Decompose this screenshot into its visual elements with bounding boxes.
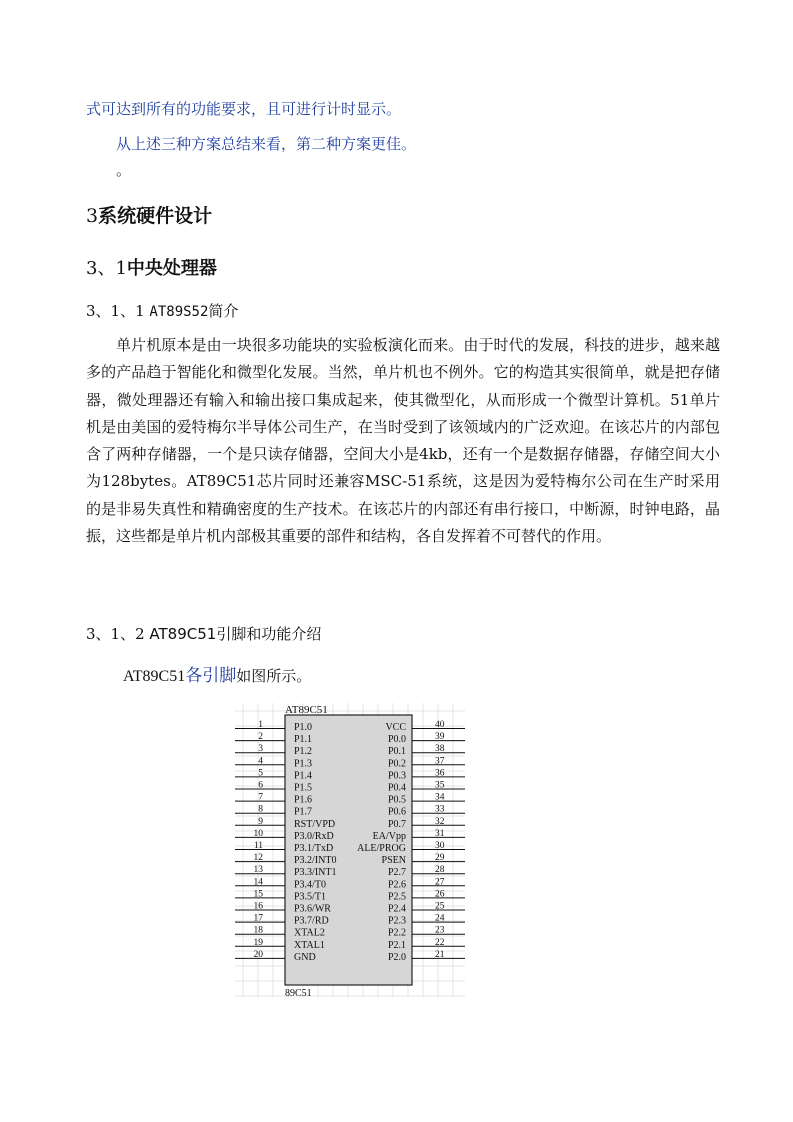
pin-name-left: RST/VPD [294,818,336,830]
pin-number-right: 21 [435,949,445,960]
pin-name-right: P0.6 [387,806,406,818]
pin-name-left: P3.4/T0 [294,879,326,891]
pin-number-right: 37 [435,756,445,767]
pin-name-right: P0.5 [387,794,406,806]
pin-name-right: P0.1 [387,746,406,758]
pin-name-left: P3.3/INT1 [294,867,337,879]
section-3-1-1-title: 简介 [208,302,239,320]
pin-number-right: 34 [435,792,445,803]
pin-number-left: 11 [253,841,263,851]
chip-pinout-diagram [235,703,465,998]
pin-number-left: 18 [253,925,263,936]
pin-name-right: P2.0 [387,951,406,963]
pin-number-right: 29 [435,853,445,864]
intro-line-3: 。 [116,161,132,179]
pin-number-left: 20 [253,949,263,960]
pin-name-right: P2.4 [387,903,406,915]
pin-number-right: 23 [435,925,445,936]
pin-name-right: P2.5 [387,891,406,903]
pin-number-left: 10 [253,828,263,839]
pin-number-right: 31 [435,828,445,839]
pin-name-left: P3.2/INT0 [294,855,337,867]
pin-name-right: P0.7 [387,818,406,830]
pin-name-left: P3.5/T1 [294,891,326,903]
pin-number-left: 15 [253,889,263,900]
pin-number-left: 5 [258,768,263,779]
pin-name-left: P1.6 [294,794,313,806]
section-3-1-number: 3、1 [86,258,127,279]
pin-name-right: P2.7 [387,867,406,879]
pin-name-left: P3.0/RxD [294,830,334,842]
pin-number-left: 3 [258,744,263,755]
pin-name-left: P1.0 [294,722,313,733]
caption-pins: 各引脚 [185,666,237,686]
section-3-1-heading [86,257,217,281]
pin-name-right: P2.6 [387,879,406,891]
pin-name-right: VCC [385,722,406,733]
pin-name-left: XTAL1 [294,939,325,951]
section-3-1-2-heading [86,624,321,644]
pin-name-right: ALE/PROG [357,843,406,854]
pin-number-right: 25 [435,901,445,912]
pin-number-right: 30 [435,841,445,851]
section-3-1-1-code: AT89S52 [149,304,209,320]
caption-chip-name: AT89C51 [123,668,186,685]
pin-number-left: 19 [253,937,263,948]
pin-name-right: P2.1 [387,939,406,951]
section-3-1-1-number: 3、1、1 [86,302,150,320]
section-3-heading [86,204,212,228]
section-3-1-2-number: 3、1、2 [86,625,150,643]
pin-number-right: 40 [435,720,445,730]
body-paragraph: 单片机原本是由一块很多功能块的实验板演化而来。由于时代的发展，科技的进步，越来越多的产品趋于智能化和微型化发展。当然，单片机也不例外。它的构造其实很简单，就是把存储器，微处理器还有输入和输出接口集成起来，使其微型化，从而形成一个微型计算机。51单片机是由美国的爱特梅尔半导体公司生产，在当时受到了该领域内的广泛欢迎。在该芯片的内部包含了两种存储器，一个是只读存储器，空间大小是4kb，还有一个是数据存储器，存储空间大小为128bytes。AT89C51芯片同时还兼容MSC-51系统，这是因为爱特梅尔公司在生产时采用的是非易失真性和精确密度的生产技术。在该芯片的内部还有串行接口，中断源，时钟电路，晶振，这些都是单片机内部极其重要的部件和结构，各自发挥着不可替代的作用。 [86,336,720,546]
pin-number-right: 28 [435,865,445,876]
pin-number-left: 1 [258,720,263,730]
intro-line-1: 式可达到所有的功能要求，且可进行计时显示。 [86,100,402,118]
pin-number-left: 4 [258,756,263,767]
pin-number-right: 26 [435,889,445,900]
pin-name-right: P0.0 [387,734,406,746]
pin-name-left: GND [294,951,316,963]
pin-number-left: 7 [258,792,263,803]
chip-bottom-label: 89C51 [285,988,312,998]
pin-number-left: 13 [253,865,263,876]
pin-number-left: 6 [258,780,263,791]
pin-number-right: 36 [435,768,445,779]
figure-caption [123,665,311,688]
pin-name-right: P0.4 [387,782,406,794]
pin-number-right: 33 [435,804,445,815]
pin-name-right: P0.3 [387,770,406,782]
section-3-1-2-title: AT89C51引脚和功能介绍 [149,625,322,643]
pin-name-right: PSEN [381,855,406,867]
section-3-1-1-heading [86,301,238,322]
section-3-1-title: 中央处理器 [126,258,217,279]
pin-number-right: 24 [435,913,445,924]
pin-number-left: 16 [253,901,263,912]
section-3-number: 3 [86,205,99,227]
pin-number-left: 17 [253,913,263,924]
pin-name-left: P3.7/RD [294,915,329,927]
pin-name-left: P1.2 [294,746,313,758]
pin-name-left: P1.4 [294,770,313,782]
pin-number-right: 35 [435,780,445,791]
pin-name-left: P3.6/WR [294,903,331,915]
pin-name-left: P1.5 [294,782,313,794]
pin-number-right: 22 [435,937,445,948]
pin-name-left: P1.1 [294,734,313,746]
pin-name-right: P2.2 [387,927,406,939]
pin-number-right: 39 [435,732,445,743]
pin-number-left: 9 [258,816,263,827]
pin-number-right: 38 [435,744,445,755]
pin-name-left: P1.7 [294,806,313,818]
intro-line-2: 从上述三种方案总结来看，第二种方案更佳。 [116,135,417,153]
pin-name-left: P3.1/TxD [294,843,334,854]
pin-number-right: 32 [435,816,445,827]
pin-name-right: P0.2 [387,758,406,770]
chip-top-label: AT89C51 [285,704,328,716]
pin-number-left: 12 [253,853,263,864]
pin-number-left: 8 [258,804,263,815]
pin-number-left: 2 [258,732,263,743]
pin-number-right: 27 [435,877,445,888]
pin-name-right: P2.3 [387,915,406,927]
pin-name-left: P1.3 [294,758,313,770]
pin-number-left: 14 [253,877,263,888]
pin-name-right: EA/Vpp [372,830,406,842]
section-3-title: 系统硬件设计 [98,205,213,227]
pin-name-left: XTAL2 [294,927,325,939]
caption-rest: 如图所示。 [236,667,312,685]
